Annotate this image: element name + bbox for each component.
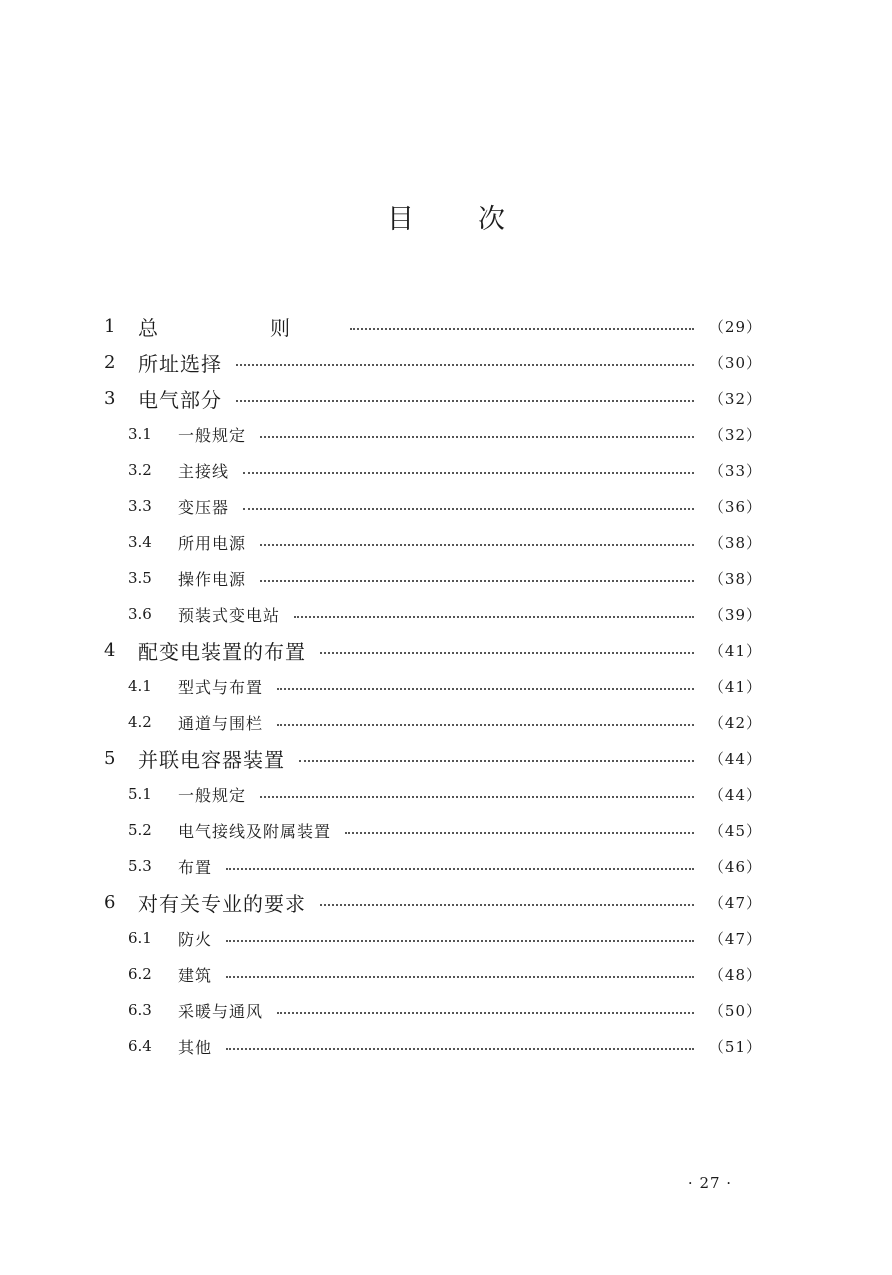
toc-entry-number: 5.1 [128,785,152,803]
dot-leader [260,580,694,582]
dot-leader [260,544,694,546]
toc-entry-title: 建筑 [178,965,213,985]
toc-entry-section-3-4[interactable] [128,524,762,560]
toc-entry-section-6-4[interactable] [128,1028,762,1064]
toc-entry-page: （50） [708,1001,762,1020]
toc-entry-number: 3.4 [128,533,152,551]
toc-entry-section-3-1[interactable] [128,416,762,452]
toc-entry-chapter-5[interactable] [104,740,762,776]
toc-entry-number: 5 [104,747,116,769]
toc-entry-page: （41） [708,641,762,660]
toc-entry-title: 总 则 [138,315,336,340]
toc-entry-chapter-4[interactable] [104,632,762,668]
toc-entry-chapter-2[interactable] [104,344,762,380]
toc-entry-title: 变压器 [178,497,230,517]
toc-entry-section-4-1[interactable] [128,668,762,704]
toc-entry-page: （32） [708,425,762,444]
toc-entry-number: 3.5 [128,569,152,587]
toc-entry-section-3-3[interactable] [128,488,762,524]
toc-entry-section-6-3[interactable] [128,992,762,1028]
toc-entry-title: 防火 [178,929,213,949]
dot-leader [226,868,694,870]
toc-entry-section-3-2[interactable] [128,452,762,488]
toc-entry-number: 6.1 [128,929,152,947]
toc-entry-page: （41） [708,677,762,696]
toc-entry-number: 6.3 [128,1001,152,1019]
toc-entry-title: 电气部分 [138,387,222,412]
toc-entry-title: 所址选择 [138,351,222,376]
dot-leader [277,724,694,726]
toc-entry-page: （45） [708,821,762,840]
dot-leader [226,1048,694,1050]
toc-entry-number: 6.2 [128,965,152,983]
page-title: 目次 [387,204,569,235]
toc-entry-section-5-3[interactable] [128,848,762,884]
toc-entry-page: （47） [708,929,762,948]
dot-leader [299,760,694,762]
toc-entry-title: 布置 [178,857,213,877]
toc-entry-title: 采暖与通风 [178,1001,264,1021]
toc-entry-section-3-6[interactable] [128,596,762,632]
toc-entry-number: 3.6 [128,605,152,623]
toc-entry-page: （39） [708,605,762,624]
dot-leader [243,472,694,474]
toc-entry-page: （33） [708,461,762,480]
toc-entry-title: 配变电装置的布置 [138,639,306,664]
toc-entry-chapter-1[interactable] [104,308,762,344]
dot-leader [277,688,694,690]
toc-entry-page: （42） [708,713,762,732]
dot-leader [320,652,694,654]
toc-entry-page: （38） [708,569,762,588]
toc-entry-page: （29） [708,317,762,336]
toc-entry-title: 对有关专业的要求 [138,891,306,916]
toc-entry-title: 电气接线及附属装置 [178,821,332,841]
toc-entry-title: 一般规定 [178,425,247,445]
toc-entry-number: 3 [104,387,116,409]
toc-entry-title: 型式与布置 [178,677,264,697]
dot-leader [320,904,694,906]
dot-leader [260,436,694,438]
toc-entry-page: （46） [708,857,762,876]
toc-entry-title: 其他 [178,1037,213,1057]
toc-entry-page: （47） [708,893,762,912]
toc-entry-page: （38） [708,533,762,552]
toc-entry-number: 3.3 [128,497,152,515]
toc-entry-number: 1 [104,315,116,337]
dot-leader [277,1012,694,1014]
toc-entry-title: 一般规定 [178,785,247,805]
toc-entry-section-5-1[interactable] [128,776,762,812]
toc-entry-section-5-2[interactable] [128,812,762,848]
toc-entry-number: 4.1 [128,677,152,695]
toc-entry-number: 4.2 [128,713,152,731]
toc-entry-page: （44） [708,749,762,768]
toc-entry-chapter-6[interactable] [104,884,762,920]
toc-entry-number: 2 [104,351,116,373]
toc-entry-number: 5.2 [128,821,152,839]
toc-entry-page: （48） [708,965,762,984]
toc-entry-title: 所用电源 [178,533,247,553]
dot-leader [294,616,694,618]
toc-entry-number: 3.2 [128,461,152,479]
dot-leader [345,832,694,834]
toc-entry-page: （51） [708,1037,762,1056]
toc-entry-number: 4 [104,639,116,661]
toc-entry-page: （32） [708,389,762,408]
dot-leader [226,940,694,942]
toc-entry-page: （30） [708,353,762,372]
page-number: · 27 · [687,1174,733,1192]
toc-entry-title: 操作电源 [178,569,247,589]
toc-entry-title: 通道与围栏 [178,713,264,733]
toc-entry-page: （36） [708,497,762,516]
toc-entry-number: 6 [104,891,116,913]
toc-entry-number: 6.4 [128,1037,152,1055]
toc-entry-section-4-2[interactable] [128,704,762,740]
dot-leader [226,976,694,978]
toc-entry-title: 主接线 [178,461,230,481]
toc-entry-section-6-2[interactable] [128,956,762,992]
dot-leader [236,364,694,366]
toc-entry-page: （44） [708,785,762,804]
dot-leader [260,796,694,798]
dot-leader [243,508,694,510]
toc-entry-chapter-3[interactable] [104,380,762,416]
toc-entry-title: 并联电容器装置 [138,747,285,772]
toc-entry-section-3-5[interactable] [128,560,762,596]
toc-entry-section-6-1[interactable] [128,920,762,956]
toc-entry-number: 5.3 [128,857,152,875]
toc-entry-title: 预装式变电站 [178,605,281,625]
toc-entry-number: 3.1 [128,425,152,443]
dot-leader [350,328,694,330]
dot-leader [236,400,694,402]
